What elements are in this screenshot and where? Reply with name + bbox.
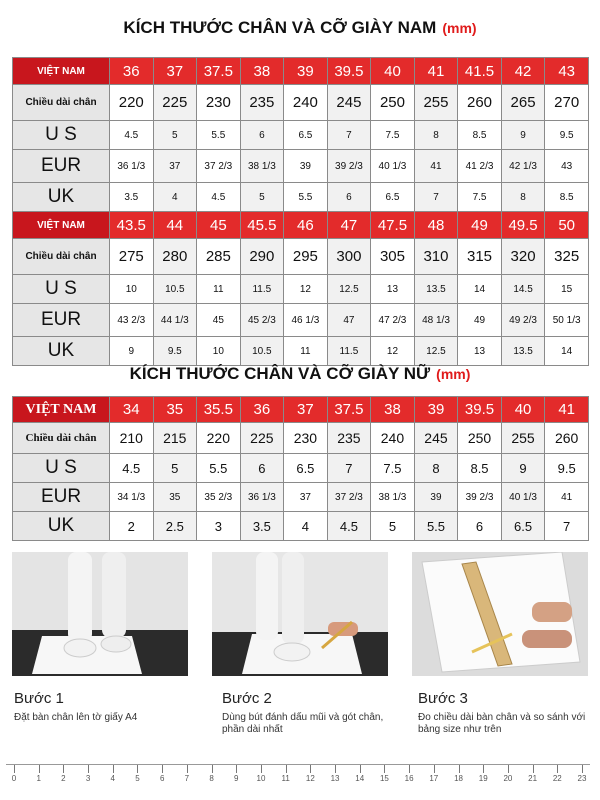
women-eur-row — [13, 483, 589, 512]
men-block1-sizes-cell: 37 — [153, 58, 197, 85]
ruler-tick — [236, 765, 237, 773]
women-lengths-cell: 210 — [110, 423, 154, 454]
men-block2-us-cell: 11.5 — [240, 275, 284, 304]
men-block1-us-row — [13, 121, 589, 150]
women-sizes-cell: 39.5 — [458, 397, 502, 423]
ruler-tick — [557, 765, 558, 773]
men-block1-eur-cell: 41 2/3 — [458, 150, 502, 183]
men-block2-uk-cell: 11 — [284, 337, 328, 366]
ruler-tick — [409, 765, 410, 773]
men-block1-lengths-label: Chiều dài chân — [13, 85, 110, 121]
ruler-tick — [212, 765, 213, 773]
men-block2-sizes-cell: 49.5 — [501, 212, 545, 239]
men-title-text: KÍCH THƯỚC CHÂN VÀ CỠ GIÀY NAM — [123, 18, 437, 37]
men-block2-uk-cell: 11.5 — [327, 337, 371, 366]
women-eur-cell: 38 1/3 — [371, 483, 415, 512]
ruler-number: 23 — [577, 774, 587, 783]
men-block1-lengths-cell: 260 — [458, 85, 502, 121]
women-sizes-row — [13, 397, 589, 423]
women-uk-cell: 6 — [458, 512, 502, 541]
ruler-number: 17 — [429, 774, 439, 783]
men-block1-lengths-cell: 270 — [545, 85, 589, 121]
step1-title: Bước 1 — [14, 690, 64, 707]
ruler-tick — [261, 765, 262, 773]
men-block1-lengths-cell: 250 — [371, 85, 415, 121]
men-block1-us-cell: 9 — [501, 121, 545, 150]
men-block2-us-cell: 12.5 — [327, 275, 371, 304]
ruler-number: 3 — [85, 774, 91, 783]
men-block2-us-cell: 10.5 — [153, 275, 197, 304]
men-block2-eur-cell: 48 1/3 — [414, 304, 458, 337]
ruler-tick — [162, 765, 163, 773]
men-block2-lengths-label: Chiều dài chân — [13, 239, 110, 275]
step2-title: Bước 2 — [222, 690, 272, 707]
women-us-cell: 5 — [153, 454, 197, 483]
step3-photo — [412, 552, 588, 676]
measuring-ruler — [6, 764, 590, 790]
women-us-label: U S — [13, 454, 110, 483]
men-block2-eur-cell: 43 2/3 — [110, 304, 154, 337]
women-sizes-cell: 34 — [110, 397, 154, 423]
men-block1-eur-cell: 37 2/3 — [197, 150, 241, 183]
ruler-number: 1 — [36, 774, 41, 783]
men-block2-eur-cell: 45 2/3 — [240, 304, 284, 337]
men-block1-eur-cell: 40 1/3 — [371, 150, 415, 183]
men-block1-eur-cell: 37 — [153, 150, 197, 183]
men-block2-uk-cell: 13.5 — [501, 337, 545, 366]
ruler-tick — [187, 765, 188, 773]
men-block2-eur-cell: 47 — [327, 304, 371, 337]
ruler-number: 20 — [503, 774, 513, 783]
men-block1-eur-cell: 41 — [414, 150, 458, 183]
men-block2-sizes-cell: 46 — [284, 212, 328, 239]
ruler-number: 4 — [110, 774, 116, 783]
men-block1-lengths-cell: 220 — [110, 85, 154, 121]
women-sizes-cell: 37.5 — [327, 397, 371, 423]
men-block1-lengths-cell: 225 — [153, 85, 197, 121]
women-us-cell: 4.5 — [110, 454, 154, 483]
women-title-unit: (mm) — [436, 366, 471, 382]
men-block1-lengths-cell: 265 — [501, 85, 545, 121]
men-block2-eur-cell: 44 1/3 — [153, 304, 197, 337]
men-block2-us-cell: 13 — [371, 275, 415, 304]
men-block1-eur-cell: 42 1/3 — [501, 150, 545, 183]
men-block2-uk-cell: 12.5 — [414, 337, 458, 366]
ruler-number: 14 — [355, 774, 365, 783]
women-sizes-cell: 39 — [414, 397, 458, 423]
men-block2-sizes-cell: 50 — [545, 212, 589, 239]
women-uk-cell: 7 — [545, 512, 589, 541]
men-block2-uk-cell: 10 — [197, 337, 241, 366]
men-block2-us-label: U S — [13, 275, 110, 304]
women-uk-cell: 4 — [284, 512, 328, 541]
men-block1-sizes-row — [13, 58, 589, 85]
women-title-text: KÍCH THƯỚC CHÂN VÀ CỠ GIÀY NỮ — [129, 364, 431, 383]
men-block1-uk-cell: 5 — [240, 183, 284, 212]
step2-photo — [212, 552, 388, 676]
women-sizes-label: VIỆT NAM — [13, 397, 110, 423]
men-block1-eur-cell: 38 1/3 — [240, 150, 284, 183]
women-uk-cell: 6.5 — [501, 512, 545, 541]
men-block1-eur-cell: 43 — [545, 150, 589, 183]
ruler-number: 12 — [305, 774, 315, 783]
women-sizes-cell: 40 — [501, 397, 545, 423]
men-block2-lengths-cell: 295 — [284, 239, 328, 275]
women-uk-cell: 3 — [197, 512, 241, 541]
women-uk-cell: 2.5 — [153, 512, 197, 541]
men-block2-sizes-cell: 44 — [153, 212, 197, 239]
women-us-cell: 9 — [501, 454, 545, 483]
men-block1-uk-row — [13, 183, 589, 212]
ruler-number: 15 — [379, 774, 389, 783]
men-size-title — [0, 18, 600, 38]
men-block1-uk-cell: 8 — [501, 183, 545, 212]
men-block2-lengths-cell: 315 — [458, 239, 502, 275]
women-uk-row — [13, 512, 589, 541]
step2-description: Dùng bút đánh dấu mũi và gót chân, phần dài nhất — [222, 712, 384, 735]
men-block2-lengths-cell: 275 — [110, 239, 154, 275]
women-eur-cell: 35 — [153, 483, 197, 512]
ruler-number: 7 — [184, 774, 190, 783]
ruler-tick — [384, 765, 385, 773]
men-block1-uk-cell: 6 — [327, 183, 371, 212]
ruler-tick — [483, 765, 484, 773]
men-block2-lengths-cell: 285 — [197, 239, 241, 275]
men-block1-eur-cell: 39 2/3 — [327, 150, 371, 183]
men-block1-sizes-cell: 37.5 — [197, 58, 241, 85]
women-lengths-cell: 225 — [240, 423, 284, 454]
men-block1-sizes-cell: 43 — [545, 58, 589, 85]
men-block2-lengths-cell: 280 — [153, 239, 197, 275]
ruler-tick — [533, 765, 534, 773]
ruler-number: 19 — [478, 774, 488, 783]
men-block1-sizes-cell: 41.5 — [458, 58, 502, 85]
women-eur-cell: 36 1/3 — [240, 483, 284, 512]
women-lengths-cell: 250 — [458, 423, 502, 454]
women-size-table — [12, 396, 589, 541]
ruler-tick — [582, 765, 583, 773]
women-lengths-cell: 255 — [501, 423, 545, 454]
men-block2-lengths-cell: 325 — [545, 239, 589, 275]
men-block2-eur-cell: 50 1/3 — [545, 304, 589, 337]
step3-measuring-image — [412, 552, 588, 676]
women-sizes-cell: 35.5 — [197, 397, 241, 423]
men-size-table — [12, 57, 589, 366]
men-block2-us-cell: 11 — [197, 275, 241, 304]
men-block1-us-label: U S — [13, 121, 110, 150]
men-block2-eur-row — [13, 304, 589, 337]
men-block1-us-cell: 6.5 — [284, 121, 328, 150]
men-block1-us-cell: 8.5 — [458, 121, 502, 150]
women-uk-cell: 4.5 — [327, 512, 371, 541]
men-block1-lengths-cell: 235 — [240, 85, 284, 121]
women-uk-cell: 3.5 — [240, 512, 284, 541]
ruler-number: 2 — [61, 774, 66, 783]
men-block1-uk-cell: 4 — [153, 183, 197, 212]
ruler-number: 16 — [404, 774, 414, 783]
men-block2-sizes-cell: 45 — [197, 212, 241, 239]
men-block1-uk-cell: 4.5 — [197, 183, 241, 212]
men-block2-lengths-cell: 320 — [501, 239, 545, 275]
men-block1-eur-cell: 36 1/3 — [110, 150, 154, 183]
men-block1-lengths-cell: 240 — [284, 85, 328, 121]
women-us-cell: 8 — [414, 454, 458, 483]
men-block1-uk-cell: 6.5 — [371, 183, 415, 212]
ruler-tick — [137, 765, 138, 773]
men-block1-uk-cell: 5.5 — [284, 183, 328, 212]
men-block2-uk-cell: 9.5 — [153, 337, 197, 366]
men-block2-lengths-cell: 300 — [327, 239, 371, 275]
men-title-unit: (mm) — [442, 20, 477, 36]
men-block2-us-cell: 14 — [458, 275, 502, 304]
men-block1-lengths-cell: 230 — [197, 85, 241, 121]
women-lengths-cell: 230 — [284, 423, 328, 454]
men-block2-uk-cell: 14 — [545, 337, 589, 366]
men-block1-uk-cell: 7.5 — [458, 183, 502, 212]
women-uk-cell: 5 — [371, 512, 415, 541]
women-sizes-cell: 41 — [545, 397, 589, 423]
men-block2-lengths-cell: 310 — [414, 239, 458, 275]
men-block1-lengths-cell: 245 — [327, 85, 371, 121]
men-block1-uk-label: UK — [13, 183, 110, 212]
women-us-row — [13, 454, 589, 483]
men-block2-lengths-row — [13, 239, 589, 275]
women-lengths-cell: 240 — [371, 423, 415, 454]
men-block1-us-cell: 4.5 — [110, 121, 154, 150]
men-block1-eur-label: EUR — [13, 150, 110, 183]
men-block1-sizes-cell: 40 — [371, 58, 415, 85]
ruler-tick — [434, 765, 435, 773]
ruler-tick — [335, 765, 336, 773]
men-block2-sizes-cell: 45.5 — [240, 212, 284, 239]
men-block2-us-cell: 12 — [284, 275, 328, 304]
ruler-tick — [14, 765, 15, 773]
women-us-cell: 6.5 — [284, 454, 328, 483]
ruler-tick — [63, 765, 64, 773]
men-block1-sizes-cell: 38 — [240, 58, 284, 85]
men-block1-sizes-cell: 36 — [110, 58, 154, 85]
ruler-tick — [88, 765, 89, 773]
men-block2-sizes-cell: 49 — [458, 212, 502, 239]
ruler-number: 13 — [330, 774, 340, 783]
men-block2-eur-cell: 46 1/3 — [284, 304, 328, 337]
ruler-tick — [508, 765, 509, 773]
ruler-tick — [310, 765, 311, 773]
men-block2-uk-cell: 12 — [371, 337, 415, 366]
women-sizes-cell: 38 — [371, 397, 415, 423]
women-lengths-cell: 220 — [197, 423, 241, 454]
women-us-cell: 6 — [240, 454, 284, 483]
men-block2-sizes-row — [13, 212, 589, 239]
ruler-number: 21 — [528, 774, 538, 783]
men-block2-sizes-cell: 48 — [414, 212, 458, 239]
men-block1-sizes-cell: 39 — [284, 58, 328, 85]
men-block1-us-cell: 5.5 — [197, 121, 241, 150]
men-block1-sizes-label: VIỆT NAM — [13, 58, 110, 85]
step3-description: Đo chiều dài bàn chân và so sánh với bảng size như trên — [418, 712, 586, 735]
men-block2-sizes-cell: 47 — [327, 212, 371, 239]
men-block1-eur-row — [13, 150, 589, 183]
women-sizes-cell: 36 — [240, 397, 284, 423]
men-block2-eur-cell: 45 — [197, 304, 241, 337]
men-block1-us-cell: 9.5 — [545, 121, 589, 150]
ruler-number: 8 — [209, 774, 214, 783]
ruler-number: 10 — [256, 774, 266, 783]
women-eur-cell: 39 2/3 — [458, 483, 502, 512]
men-block2-lengths-cell: 305 — [371, 239, 415, 275]
ruler-number: 0 — [11, 774, 17, 783]
women-us-cell: 7 — [327, 454, 371, 483]
ruler-tick — [286, 765, 287, 773]
women-eur-cell: 37 — [284, 483, 328, 512]
ruler-number: 6 — [159, 774, 165, 783]
men-block2-sizes-label: VIỆT NAM — [13, 212, 110, 239]
women-eur-label: EUR — [13, 483, 110, 512]
men-block1-sizes-cell: 41 — [414, 58, 458, 85]
women-lengths-cell: 235 — [327, 423, 371, 454]
women-us-cell: 9.5 — [545, 454, 589, 483]
men-block2-us-cell: 13.5 — [414, 275, 458, 304]
men-block1-us-cell: 7.5 — [371, 121, 415, 150]
men-block2-uk-row — [13, 337, 589, 366]
men-block2-uk-cell: 9 — [110, 337, 154, 366]
women-uk-cell: 2 — [110, 512, 154, 541]
men-block1-us-cell: 8 — [414, 121, 458, 150]
men-block1-uk-cell: 3.5 — [110, 183, 154, 212]
women-sizes-cell: 37 — [284, 397, 328, 423]
ruler-number: 22 — [552, 774, 562, 783]
step3-title: Bước 3 — [418, 690, 468, 707]
men-block2-sizes-cell: 43.5 — [110, 212, 154, 239]
men-block1-uk-cell: 8.5 — [545, 183, 589, 212]
men-block1-sizes-cell: 42 — [501, 58, 545, 85]
ruler-number: 11 — [281, 774, 290, 783]
men-block2-uk-label: UK — [13, 337, 110, 366]
men-block2-eur-label: EUR — [13, 304, 110, 337]
ruler-number: 9 — [234, 774, 239, 783]
women-eur-cell: 40 1/3 — [501, 483, 545, 512]
men-block2-us-cell: 15 — [545, 275, 589, 304]
women-size-title — [0, 364, 600, 384]
women-us-cell: 7.5 — [371, 454, 415, 483]
men-block1-sizes-cell: 39.5 — [327, 58, 371, 85]
men-block2-uk-cell: 13 — [458, 337, 502, 366]
step1-feet-on-paper-image — [12, 552, 188, 676]
women-lengths-cell: 260 — [545, 423, 589, 454]
men-block2-us-cell: 10 — [110, 275, 154, 304]
women-us-cell: 5.5 — [197, 454, 241, 483]
men-block2-eur-cell: 47 2/3 — [371, 304, 415, 337]
women-eur-cell: 37 2/3 — [327, 483, 371, 512]
women-eur-cell: 39 — [414, 483, 458, 512]
men-block1-eur-cell: 39 — [284, 150, 328, 183]
women-us-cell: 8.5 — [458, 454, 502, 483]
women-eur-cell: 41 — [545, 483, 589, 512]
men-block2-eur-cell: 49 — [458, 304, 502, 337]
men-block2-us-cell: 14.5 — [501, 275, 545, 304]
ruler-tick — [113, 765, 114, 773]
women-uk-cell: 5.5 — [414, 512, 458, 541]
men-block2-sizes-cell: 47.5 — [371, 212, 415, 239]
men-block2-eur-cell: 49 2/3 — [501, 304, 545, 337]
ruler-tick — [39, 765, 40, 773]
ruler-tick — [459, 765, 460, 773]
men-block1-lengths-cell: 255 — [414, 85, 458, 121]
men-block2-uk-cell: 10.5 — [240, 337, 284, 366]
women-lengths-cell: 245 — [414, 423, 458, 454]
women-lengths-label: Chiều dài chân — [13, 423, 110, 454]
step2-marking-image — [212, 552, 388, 676]
women-eur-cell: 34 1/3 — [110, 483, 154, 512]
men-block1-us-cell: 7 — [327, 121, 371, 150]
men-block1-lengths-row — [13, 85, 589, 121]
women-lengths-row — [13, 423, 589, 454]
men-block1-us-cell: 5 — [153, 121, 197, 150]
ruler-number: 18 — [454, 774, 463, 783]
women-eur-cell: 35 2/3 — [197, 483, 241, 512]
step1-description: Đặt bàn chân lên tờ giấy A4 — [14, 712, 138, 723]
women-uk-label: UK — [13, 512, 110, 541]
men-block2-lengths-cell: 290 — [240, 239, 284, 275]
women-lengths-cell: 215 — [153, 423, 197, 454]
men-block2-us-row — [13, 275, 589, 304]
ruler-number: 5 — [135, 774, 140, 783]
women-sizes-cell: 35 — [153, 397, 197, 423]
ruler-tick — [360, 765, 361, 773]
step1-photo — [12, 552, 188, 676]
men-block1-us-cell: 6 — [240, 121, 284, 150]
men-block1-uk-cell: 7 — [414, 183, 458, 212]
